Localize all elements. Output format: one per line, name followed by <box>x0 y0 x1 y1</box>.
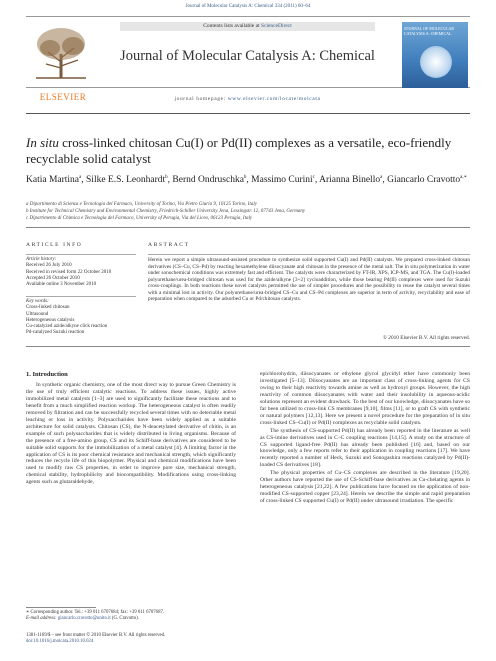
issn: 1381-1169/$ – see front matter © 2010 Elsevier B.V. All rights reserved. <box>26 633 166 638</box>
journal-reference[interactable]: Journal of Molecular Catalysis A: Chemical 334 (2011) 60–64 <box>185 4 311 9</box>
corresponding-author: ∗ Corresponding author. Tel.: +39 011 6707684; fax: +39 011 6707687. <box>26 610 165 615</box>
history-item: Received in revised form 22 October 2010 <box>26 269 112 275</box>
title-rest: cross-linked chitosan Cu(I) or Pd(II) complexes as a versatile, eco-friendly recyclable solid catalyst <box>26 135 452 166</box>
cover-title: JOURNAL OF MOLECULAR CATALYSIS A: CHEMICAL <box>404 26 455 36</box>
section-heading: 1. Introduction <box>26 371 68 378</box>
email-label: E-mail address: <box>26 616 58 622</box>
author-sup: a <box>380 175 383 180</box>
footnote-rule <box>26 607 96 608</box>
abstract-text: Herein we report a simple ultrasound-assisted procedure to synthesize solid supported Cu(I) and Pd(II) catalysts. We prepared cross-linked chitosan derivatives (CS–Cu, CS–Pd) by reacting hexamethylene diisocyanate and chitosan in the presence of the metal salt. The in situ polymerization in water under sonochemical conditions was extremely fast and efficient. The catalysts were characterized by FT-IR, XPS, ICP-MS, and TGA. The Cu(I)-loaded polyurethane/urea-bridged chitosan was used for the azide/alkyne [3+2] cycloaddition, while those bearing Pd(II) complexes were used for Suzuki cross-couplings. In both reactions these novel catalysts permitted the use of simpler procedures and the possibility to reuse the catalyst several times with a minimal lost in activity. Our polyurethane/urea-bridged CS–Cu and CS–Pd complexes are superior in term of activity, recyclability and ease of preparation when compared to the adsorbed Cu or Pd/chitosan catalysts. <box>148 257 470 302</box>
keywords <box>26 299 136 337</box>
elsevier-tree-logo <box>26 24 96 82</box>
article-info-label: ARTICLE INFO <box>26 242 83 248</box>
paragraph: In synthetic organic chemistry, one of the most direct way to pursue Green Chemistry is the use of truly efficient catalytic reactions. To address these issues, highly active immobilized metal catalysts [1–3] are used to significantly facilitate these reactions and to benefit from a much simplified reaction workup. The heterogeneous catalyst is often readily removed by filtration and can be successfully recycled several times with no detectable metal leaching or loss in activity. Polysaccharides have been widely applied as a suitable architecture for solid catalysts. Chitosan (CS), the N-deacetylated derivative of chitin, is an example of such polysaccharides that is widely distributed in living organisms. Because of the presence of a free-amino group, CS and its Schiff-base derivatives are considered to be suitable solid supports for the immobilization of a metal catalyst [4]. A limiting factor in the application of CS is its poor chemical resistance and mechanical strength, which significantly reduces the recycle life of this biopolymer. Physical and chemical modifications have been used to modify raw CS properties, in order to improve pore size, mechanical strength, chemical stability, hydrophilicity and biocompatibility. Modifications using cross-linking agents such as glutaraldehyde, <box>26 382 236 486</box>
footnote <box>26 610 236 622</box>
abstract-rule <box>148 254 470 255</box>
author-sup: b <box>243 175 247 180</box>
author-name[interactable]: Silke E.S. Leonhardt <box>86 175 166 186</box>
keyword[interactable]: Pd-catalyzed Suzuki reaction <box>26 330 85 336</box>
email-link[interactable]: giancarlo.cravotto@unito.it <box>57 616 111 622</box>
journal-homepage <box>120 96 375 102</box>
body-column-left <box>26 382 236 487</box>
paragraph: The synthesis of CS-supported Pd(II) has already been reported in the literature as well as CS-imine derivatives used in C–C coupling reactions [14,15]. A study on the structure of CS supported ligand-free Pd(II) has already been published [16] and, based on our knowledge, only a few reports refer to their application in coupling reactions [17]. We have recently reported a number of Heck, Suzuki and Sonogashira reactions catalyzed by Pd(II)-loaded CS derivatives [18]. <box>260 427 470 469</box>
history-item: Received 26 July 2010 <box>26 263 72 269</box>
copyright: © 2010 Elsevier B.V. All rights reserved. <box>382 335 470 341</box>
doi-link[interactable]: doi:10.1016/j.molcata.2010.10.024 <box>26 639 94 645</box>
keyword[interactable]: Heterogeneous catalysis <box>26 317 75 323</box>
title-italic: In situ <box>26 135 59 150</box>
body-column-right <box>260 371 470 506</box>
keyword[interactable]: Cu-catalyzed azide/alkyne click reaction <box>26 324 108 330</box>
author-name[interactable]: Giancarlo Cravotto <box>387 175 461 186</box>
author-sup: c <box>312 175 315 180</box>
author-sup: a <box>79 175 82 180</box>
affiliation: a Dipartimento di Scienza e Tecnologia del Farmaco, University of Torino, Via Pietro Giuria 9, 10125 Torino, Italy <box>26 202 257 207</box>
publisher-wordmark: ELSEVIER <box>39 92 87 102</box>
keyword[interactable]: Cross-linked chitosan <box>26 305 70 311</box>
paragraph: The physical properties of Cu–CS complexes are described in the literature [19,20]. Other authors have reported the use of CS-Schiff-base derivatives as Cu-chelating agents in heterogeneous catalysis [21,22]. A few publications have focused on the application of non-modified CS-supported copper [23,24]. Herein we describe the simple and rapid preparation of cross-linked CS supported Cu(I) or Pd(II) under ultrasound irradiation. The specific <box>260 470 470 505</box>
author-sup: a,∗ <box>460 175 468 180</box>
email-suffix: (G. Cravotto). <box>110 616 139 622</box>
affiliation: c Dipartimento di Chimica e Tecnologia del Farmaco, University of Perugia, Via del Liceo, 06123 Perugia, Italy <box>26 216 253 221</box>
history-item: Available online 3 November 2010 <box>26 282 97 288</box>
keywords-rule <box>26 296 136 297</box>
contents-prefix: Contents lists available at <box>203 23 261 29</box>
title-rule <box>26 227 470 228</box>
email-line <box>26 616 236 622</box>
contents-band <box>120 22 375 31</box>
journal-title[interactable]: Journal of Molecular Catalysis A: Chemical <box>120 48 375 64</box>
sciencedirect-link[interactable]: ScienceDirect <box>260 23 292 29</box>
author-name[interactable]: Arianna Binello <box>319 175 381 186</box>
author-name[interactable]: Katia Martina <box>26 175 80 186</box>
abstract-bottom-rule <box>26 346 470 347</box>
cover-graphic <box>420 46 452 78</box>
info-rule <box>26 254 136 255</box>
homepage-link[interactable]: www.elsevier.com/locate/molcata <box>227 96 321 102</box>
paragraph: epichlorohydrin, diisocyanates or ethylene glycol glycidyl ether have commonly been investigated [5–13]. Diisocyanates are an important class of cross-linking agents for CS owing to their high reactivity towards amine as well as hydroxyl groups. However, the high reactivity of common diisocyanates with water and their insolubility in aqueous-acidic solutions represent an evident drawback. To the best of our knowledge, diisocyanates have so far been utilized to cross-link CS membranes [9,10], films [11], or to graft CS with synthetic or natural polymers [12,13]. Here we present a novel procedure for the preparation of in situ cross-linked CS–Cu(I) or Pd(II) complexes as recyclable solid catalysts. <box>260 371 470 426</box>
history-title: Article history: <box>26 257 57 262</box>
author-sup: b <box>165 175 168 180</box>
article-identifiers <box>26 633 236 645</box>
article-history <box>26 257 136 288</box>
abstract-label: ABSTRACT <box>148 242 190 248</box>
author-list: Katia Martina$^a$, Silke E.S. Leonhardt$^b$, Bernd Ondruschka$^b$, Massimo Curini$^c$, Arianna Binello$^a$, Giancarlo Cravotto$^{a,∗}$ <box>26 175 468 186</box>
keyword[interactable]: Ultrasound <box>26 311 49 317</box>
homepage-prefix: journal homepage: <box>174 96 228 102</box>
keywords-title: Key words: <box>26 299 49 304</box>
affiliations <box>26 201 470 222</box>
header-rule <box>26 113 470 114</box>
affiliation: b Institute for Technical Chemistry and Environmental Chemistry, Friedrich-Schiller University Jena, Lessingstr. 12, 07743 Jena, Germany <box>26 209 306 214</box>
author-name[interactable]: Massimo Curini <box>251 175 313 186</box>
history-item: Accepted 26 October 2010 <box>26 275 80 281</box>
author-name[interactable]: Bernd Ondruschka <box>172 175 244 186</box>
article-title <box>26 135 470 167</box>
